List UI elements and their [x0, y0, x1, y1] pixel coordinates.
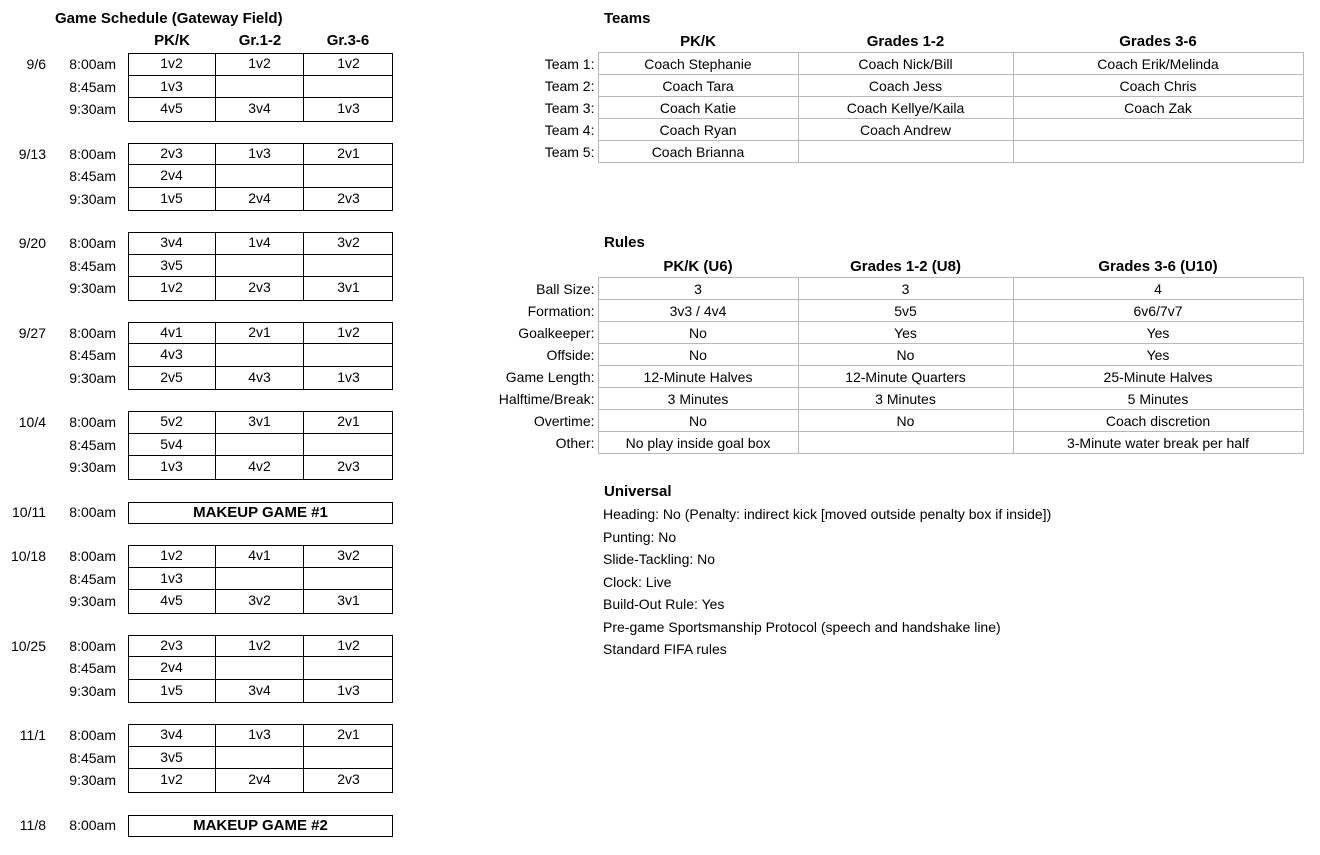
- schedule-header-pkk: PK/K: [154, 32, 190, 49]
- matchup-cell: 4v1: [216, 545, 304, 568]
- matchup-cell: 2v4: [128, 165, 216, 188]
- rules-row-label: Offside:: [546, 346, 595, 363]
- matchup-cell: 3v5: [128, 747, 216, 770]
- matchup-cell: 2v4: [216, 188, 304, 211]
- rules-cell: 3v3 / 4v4: [598, 300, 798, 322]
- teams-row: [500, 53, 1303, 75]
- rules-cell: Yes: [798, 322, 1013, 344]
- matchup-cell: 1v2: [128, 769, 216, 792]
- game-time: 9:30am: [69, 369, 116, 386]
- matchup-cell: 2v1: [304, 143, 393, 166]
- rules-cell: No: [598, 410, 798, 432]
- matchup-cell: 4v2: [216, 456, 304, 479]
- rules-row-label: Goalkeeper:: [518, 324, 595, 341]
- matchup-cell: 5v2: [128, 411, 216, 434]
- matchup-cell: 1v3: [337, 368, 360, 385]
- game-time: 8:45am: [69, 347, 116, 363]
- matchup-cell: 2v1: [304, 411, 393, 434]
- teams-cell: Coach Andrew: [798, 119, 1013, 141]
- teams-cell: Coach Stephanie: [598, 53, 798, 75]
- rules-cell: No: [598, 322, 798, 344]
- rules-cell: 3-Minute water break per half: [1013, 432, 1303, 454]
- matchup-cell: 2v3: [337, 771, 360, 787]
- game-time: 8:00am: [69, 414, 116, 430]
- matchup-cell: 1v2: [128, 53, 216, 76]
- matchup-cell: 2v5: [128, 367, 216, 390]
- matchup-cell: [304, 747, 393, 770]
- game-time: 8:00am: [69, 324, 116, 341]
- matchup-cell: 5v4: [128, 434, 216, 457]
- game-time: 8:00am: [69, 727, 116, 743]
- game-time: 8:00am: [69, 56, 116, 72]
- week-date: 10/18: [10, 548, 46, 564]
- schedule-header-gr12: Gr.1-2: [238, 32, 282, 49]
- game-time: 9:30am: [69, 280, 116, 296]
- matchup-cell: 4v3: [128, 344, 216, 367]
- teams-table: [500, 31, 1304, 163]
- week-date: 10/11: [12, 503, 46, 520]
- matchup-cell: 2v4: [128, 657, 216, 680]
- matchup-cell: 1v2: [304, 322, 393, 345]
- teams-cell: Coach Kellye/Kaila: [798, 97, 1013, 119]
- matchup-cell: 3v4: [216, 98, 304, 121]
- teams-row-label: Team 2:: [544, 77, 595, 94]
- matchup-cell: 1v5: [128, 680, 216, 703]
- rules-cell: 6v6/7v7: [1013, 300, 1303, 322]
- game-time: 9:30am: [69, 772, 116, 788]
- matchup-cell: 4v1: [128, 322, 216, 345]
- rules-cell: 3 Minutes: [798, 388, 1013, 410]
- matchup-cell: 3v4: [128, 724, 216, 747]
- matchup-cell: 2v3: [128, 635, 216, 658]
- matchup-cell: [216, 165, 304, 188]
- matchup-cell: 1v3: [337, 100, 360, 116]
- game-time: 9:30am: [69, 682, 116, 699]
- game-time: 8:00am: [69, 548, 116, 564]
- rules-header: PK/K (U6): [663, 257, 733, 275]
- rules-cell: 3: [598, 278, 798, 300]
- game-time: 8:45am: [69, 436, 116, 453]
- matchup-cell: 2v4: [216, 769, 304, 792]
- matchup-cell: [216, 255, 304, 278]
- matchup-cell: [304, 76, 393, 99]
- matchup-cell: [216, 434, 304, 457]
- game-time: 9:30am: [69, 190, 116, 207]
- week-date: 9/20: [18, 235, 46, 251]
- week-date: 11/1: [19, 727, 46, 743]
- matchup-cell: 3v2: [304, 545, 393, 568]
- teams-cell: Coach Katie: [598, 97, 798, 119]
- matchup-cell: 1v3: [216, 724, 304, 747]
- game-time: 8:00am: [69, 235, 116, 251]
- game-time: 8:00am: [69, 637, 116, 654]
- matchup-cell: [304, 657, 393, 680]
- matchup-cell: 1v3: [337, 681, 360, 698]
- teams-header: Grades 1-2: [866, 32, 945, 50]
- teams-row-label: Team 3:: [544, 99, 595, 116]
- rules-cell: No: [798, 410, 1013, 432]
- matchup-cell: 1v2: [216, 635, 304, 658]
- rules-row: [470, 366, 1303, 388]
- rules-cell: No: [798, 344, 1013, 366]
- universal-rule: Build-Out Rule: Yes: [603, 596, 725, 612]
- matchup-cell: 1v3: [128, 568, 216, 591]
- matchup-cell: 1v2: [128, 545, 216, 568]
- matchup-cell: 1v2: [216, 53, 304, 76]
- rules-header: Grades 3-6 (U10): [1098, 257, 1218, 275]
- week-date: 9/27: [18, 324, 46, 341]
- teams-cell: Coach Tara: [598, 75, 798, 97]
- matchup-cell: 1v4: [216, 232, 304, 255]
- matchup-cell: [304, 255, 393, 278]
- matchup-cell: 2v3: [337, 189, 360, 206]
- game-time: 8:45am: [69, 168, 116, 184]
- universal-rule: Punting: No: [603, 528, 677, 545]
- rules-cell: 4: [1013, 278, 1303, 300]
- rules-row-label: Formation:: [527, 302, 595, 319]
- matchup-cell: [304, 568, 393, 591]
- rules-title: Rules: [604, 234, 645, 251]
- teams-cell: [798, 141, 1013, 163]
- rules-row-label: Ball Size:: [536, 280, 595, 297]
- matchup-cell: [216, 76, 304, 99]
- teams-cell: Coach Erik/Melinda: [1013, 53, 1303, 75]
- rules-row-label: Game Length:: [505, 368, 595, 385]
- universal-rule: Pre-game Sportsmanship Protocol (speech and handshake line): [603, 618, 1001, 635]
- matchup-cell: 3v2: [216, 590, 304, 613]
- week-date: 9/6: [26, 56, 46, 72]
- universal-title: Universal: [604, 483, 672, 500]
- rules-cell: 5 Minutes: [1013, 388, 1303, 410]
- matchup-cell: 1v2: [304, 635, 393, 658]
- rules-cell: 25-Minute Halves: [1013, 366, 1303, 388]
- teams-row-label: Team 5:: [544, 143, 595, 160]
- makeup-game-box: MAKEUP GAME #1: [128, 502, 393, 524]
- makeup-game-box: MAKEUP GAME #2: [128, 815, 393, 837]
- rules-cell: 12-Minute Quarters: [798, 366, 1013, 388]
- rules-table: [470, 256, 1304, 454]
- matchup-cell: [216, 568, 304, 591]
- matchup-cell: 1v2: [304, 53, 393, 76]
- teams-cell: Coach Brianna: [598, 141, 798, 163]
- game-time: 9:30am: [69, 593, 116, 609]
- universal-rule: Slide-Tackling: No: [603, 551, 716, 567]
- matchup-cell: 1v2: [128, 277, 216, 300]
- teams-row: [500, 119, 1303, 141]
- rules-cell: Yes: [1013, 322, 1303, 344]
- rules-row: [470, 388, 1303, 410]
- matchup-cell: [304, 165, 393, 188]
- rules-cell: 5v5: [798, 300, 1013, 322]
- week-date: 11/8: [19, 816, 46, 833]
- game-time: 8:00am: [69, 816, 116, 833]
- universal-rule: Heading: No (Penalty: indirect kick [moved outside penalty box if inside]): [603, 506, 1052, 522]
- rules-cell: Yes: [1013, 344, 1303, 366]
- teams-title: Teams: [604, 10, 651, 27]
- game-time: 8:45am: [69, 257, 116, 274]
- matchup-cell: 3v4: [128, 232, 216, 255]
- matchup-cell: 3v1: [337, 592, 360, 608]
- rules-row-label: Other:: [555, 434, 595, 451]
- rules-cell: 3: [798, 278, 1013, 300]
- teams-header: Grades 3-6: [1119, 32, 1197, 50]
- matchup-cell: 4v5: [128, 590, 216, 613]
- matchup-cell: 3v4: [216, 680, 304, 703]
- matchup-cell: 2v1: [216, 322, 304, 345]
- rules-header: Grades 1-2 (U8): [850, 257, 961, 275]
- week-date: 9/13: [18, 145, 46, 162]
- matchup-cell: 2v3: [337, 458, 360, 474]
- game-time: 8:45am: [69, 78, 116, 95]
- matchup-cell: 3v2: [304, 232, 393, 255]
- week-date: 10/4: [18, 414, 46, 430]
- matchup-cell: 1v3: [128, 456, 216, 479]
- matchup-cell: 4v3: [216, 367, 304, 390]
- matchup-cell: 1v3: [128, 76, 216, 99]
- teams-row-label: Team 4:: [544, 121, 595, 138]
- matchup-cell: 3v1: [216, 411, 304, 434]
- matchup-cell: [216, 747, 304, 770]
- matchup-cell: [304, 434, 393, 457]
- teams-cell: Coach Jess: [798, 75, 1013, 97]
- matchup-cell: 1v5: [128, 188, 216, 211]
- teams-cell: Coach Ryan: [598, 119, 798, 141]
- teams-header: PK/K: [680, 32, 716, 50]
- schedule-title: Game Schedule (Gateway Field): [55, 10, 283, 27]
- schedule-header-gr36: Gr.3-6: [326, 32, 370, 49]
- matchup-cell: 4v5: [128, 98, 216, 121]
- teams-cell: [1013, 119, 1303, 141]
- matchup-cell: 3v5: [128, 255, 216, 278]
- teams-row: [500, 75, 1303, 97]
- teams-row-label: Team 1:: [544, 55, 595, 72]
- teams-cell: Coach Nick/Bill: [798, 53, 1013, 75]
- universal-rule: Standard FIFA rules: [603, 641, 727, 657]
- game-time: 8:00am: [69, 503, 116, 520]
- week-date: 10/25: [10, 637, 46, 654]
- matchup-cell: [216, 344, 304, 367]
- game-time: 9:30am: [69, 459, 116, 475]
- game-time: 8:45am: [69, 660, 116, 676]
- rules-cell: No: [598, 344, 798, 366]
- rules-row-label: Halftime/Break:: [498, 390, 595, 407]
- matchup-cell: 2v3: [128, 143, 216, 166]
- matchup-cell: 2v3: [216, 277, 304, 300]
- rules-row: [470, 410, 1303, 432]
- rules-cell: Coach discretion: [1013, 410, 1303, 432]
- matchup-cell: 3v1: [337, 279, 360, 295]
- rules-cell: [798, 432, 1013, 454]
- rules-cell: 12-Minute Halves: [598, 366, 798, 388]
- game-time: 8:45am: [69, 749, 116, 766]
- rules-row: [470, 322, 1303, 344]
- game-time: 8:00am: [69, 145, 116, 162]
- rules-row-label: Overtime:: [533, 412, 595, 429]
- rules-cell: 3 Minutes: [598, 388, 798, 410]
- rules-row: [470, 344, 1303, 366]
- matchup-cell: [304, 344, 393, 367]
- teams-cell: [1013, 141, 1303, 163]
- teams-row: [500, 97, 1303, 119]
- rules-row: [470, 432, 1303, 454]
- rules-row: [470, 278, 1303, 300]
- matchup-cell: [216, 657, 304, 680]
- matchup-cell: 2v1: [304, 724, 393, 747]
- universal-rule: Clock: Live: [603, 573, 672, 590]
- teams-cell: Coach Zak: [1013, 97, 1303, 119]
- teams-row: [500, 141, 1303, 163]
- matchup-cell: 1v3: [216, 143, 304, 166]
- game-time: 9:30am: [69, 101, 116, 117]
- game-time: 8:45am: [69, 570, 116, 587]
- teams-cell: Coach Chris: [1013, 75, 1303, 97]
- rules-cell: No play inside goal box: [598, 432, 798, 454]
- rules-row: [470, 300, 1303, 322]
